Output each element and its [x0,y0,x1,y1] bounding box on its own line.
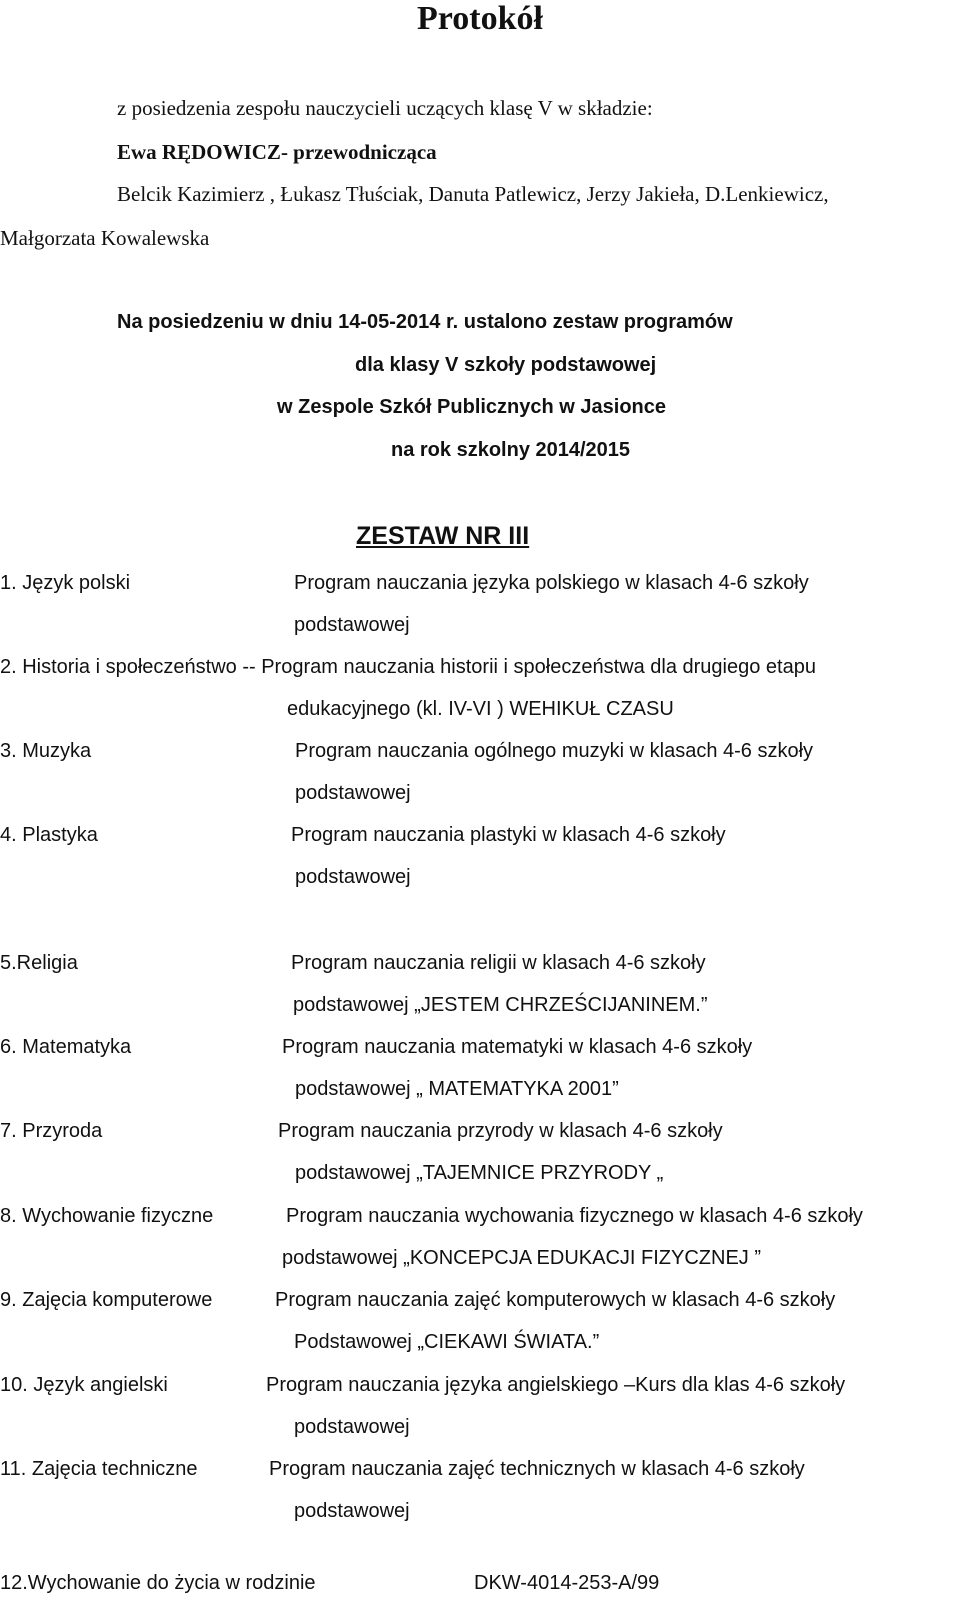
item-program-cont: podstawowej [295,782,411,804]
item-program-cont: podstawowej [294,614,410,636]
members-line-1: Belcik Kazimierz , Łukasz Tłuściak, Danuta Patlewicz, Jerzy Jakieła, D.Lenkiewicz, [117,182,829,206]
item-program: Program nauczania ogólnego muzyki w klasach 4-6 szkoły [295,740,814,762]
item-program-cont: podstawowej „ MATEMATYKA 2001” [295,1078,619,1100]
item-subject: 3. Muzyka [0,740,92,762]
item-program: Program nauczania języka polskiego w klasach 4-6 szkoły [294,572,809,594]
session-line-1: Na posiedzeniu w dniu 14-05-2014 r. ustalono zestaw programów [117,311,733,333]
item-program: Program nauczania plastyki w klasach 4-6 szkoły [291,824,726,846]
item-program-cont: podstawowej [295,866,411,888]
item-program-cont: edukacyjnego (kl. IV-VI ) WEHIKUŁ CZASU [287,698,674,720]
item-subject: 9. Zajęcia komputerowe [0,1289,213,1311]
item-subject: 4. Plastyka [0,824,98,846]
item-program-cont: podstawowej „TAJEMNICE PRZYRODY „ [295,1162,664,1184]
item-program: DKW-4014-253-A/99 [474,1572,660,1594]
item-program-cont: podstawowej [294,1500,410,1522]
item-program: Program nauczania przyrody w klasach 4-6 szkoły [278,1120,723,1142]
document-title: Protokół [417,0,543,37]
item-program: Program nauczania matematyki w klasach 4-6 szkoły [282,1036,753,1058]
item-subject: 8. Wychowanie fizyczne [0,1205,214,1227]
item-program: Program nauczania języka angielskiego –Kurs dla klas 4-6 szkoły [266,1374,846,1396]
set-title: ZESTAW NR III [356,522,530,550]
session-line-3: w Zespole Szkół Publicznych w Jasionce [277,396,667,418]
item-program: Program nauczania religii w klasach 4-6 szkoły [291,952,706,974]
item-subject: 7. Przyroda [0,1120,103,1142]
session-line-4: na rok szkolny 2014/2015 [391,439,631,461]
chairperson: Ewa RĘDOWICZ- przewodnicząca [117,140,437,164]
item-program: Program nauczania wychowania fizycznego w klasach 4-6 szkoły [286,1205,863,1227]
item-subject: 6. Matematyka [0,1036,132,1058]
item-program: Program nauczania zajęć technicznych w klasach 4-6 szkoły [269,1458,805,1480]
item-subject: 1. Język polski [0,572,131,594]
item-subject: 11. Zajęcia techniczne [0,1458,198,1480]
session-line-2: dla klasy V szkoły podstawowej [355,354,657,376]
item-subject: 5.Religia [0,952,78,974]
item-subject: 12.Wychowanie do życia w rodzinie [0,1572,316,1594]
intro-line: z posiedzenia zespołu nauczycieli uczących klasę V w składzie: [117,96,653,120]
item-subject: 2. Historia i społeczeństwo -- Program nauczania historii i społeczeństwa dla drugiego etapu [0,656,816,678]
item-program-cont: podstawowej „JESTEM CHRZEŚCIJANINEM.” [293,994,708,1016]
members-line-2: Małgorzata Kowalewska [0,226,210,250]
item-program: Program nauczania zajęć komputerowych w klasach 4-6 szkoły [275,1289,836,1311]
item-program-cont: podstawowej „KONCEPCJA EDUKACJI FIZYCZNEJ ” [282,1247,761,1269]
item-subject: 10. Język angielski [0,1374,168,1396]
item-program-cont: podstawowej [294,1416,410,1438]
item-program-cont: Podstawowej „CIEKAWI ŚWIATA.” [294,1331,600,1353]
